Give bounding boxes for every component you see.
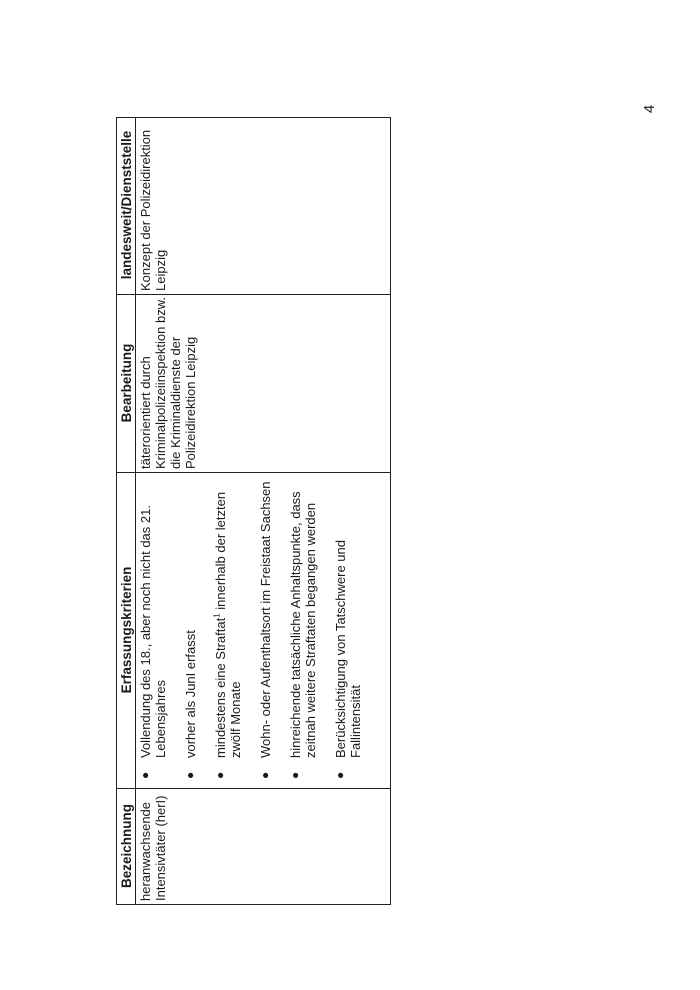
header-erfassungskriterien: Erfassungskriterien xyxy=(119,566,134,694)
bullet-icon: ● xyxy=(288,771,302,779)
criteria-item xyxy=(213,478,243,782)
bullet-icon: ● xyxy=(138,771,152,779)
criteria-text: Berücksichtigung von Tatschwere und Fallintensität xyxy=(333,540,363,758)
table-header-row xyxy=(117,118,136,904)
bullet-icon: ● xyxy=(258,771,272,779)
criteria-text: vorher als JunI erfasst xyxy=(183,630,198,758)
cell-criteria xyxy=(138,472,378,788)
header-landesweit-dienststelle: landesweit/Dienststelle xyxy=(119,130,134,280)
bullet-icon: ● xyxy=(333,771,347,779)
criteria-text: mindestens eine Straftat xyxy=(213,617,228,758)
criteria-text: Vollendung des 18., aber noch nicht das 21. Lebensjahres xyxy=(138,505,168,758)
criteria-item xyxy=(138,478,168,782)
cell-scope: Konzept der Polizeidirektion Leipzig xyxy=(138,129,168,291)
criteria-item xyxy=(288,478,318,782)
criteria-text-continued: innerhalb der letzten zwölf Monate xyxy=(213,491,243,758)
criteria-table xyxy=(116,117,391,905)
cell-processing: täterorientiert durch Kriminalpolizeiinspektion bzw. die Kriminaldienste der Polizeidirektion Leipzig xyxy=(138,297,198,469)
footnote-marker: 1 xyxy=(212,613,222,618)
rotated-table-container xyxy=(116,117,391,905)
cell-designation: heranwachsende Intensivtäter (herI) xyxy=(138,795,168,901)
header-bearbeitung: Bearbeitung xyxy=(119,343,134,423)
criteria-item xyxy=(258,478,273,782)
header-bezeichnung: Bezeichnung xyxy=(119,804,134,889)
page-number: 4 xyxy=(641,104,658,114)
criteria-list xyxy=(138,478,363,782)
criteria-text: hinreichende tatsächliche Anhaltspunkte, dass zeitnah weitere Straftaten begangen werden xyxy=(288,491,318,758)
bullet-icon: ● xyxy=(183,771,197,779)
criteria-item xyxy=(183,478,198,782)
criteria-text: Wohn- oder Aufenthaltsort im Freistaat Sachsen xyxy=(258,481,273,758)
criteria-item xyxy=(333,478,363,782)
bullet-icon: ● xyxy=(213,771,227,779)
